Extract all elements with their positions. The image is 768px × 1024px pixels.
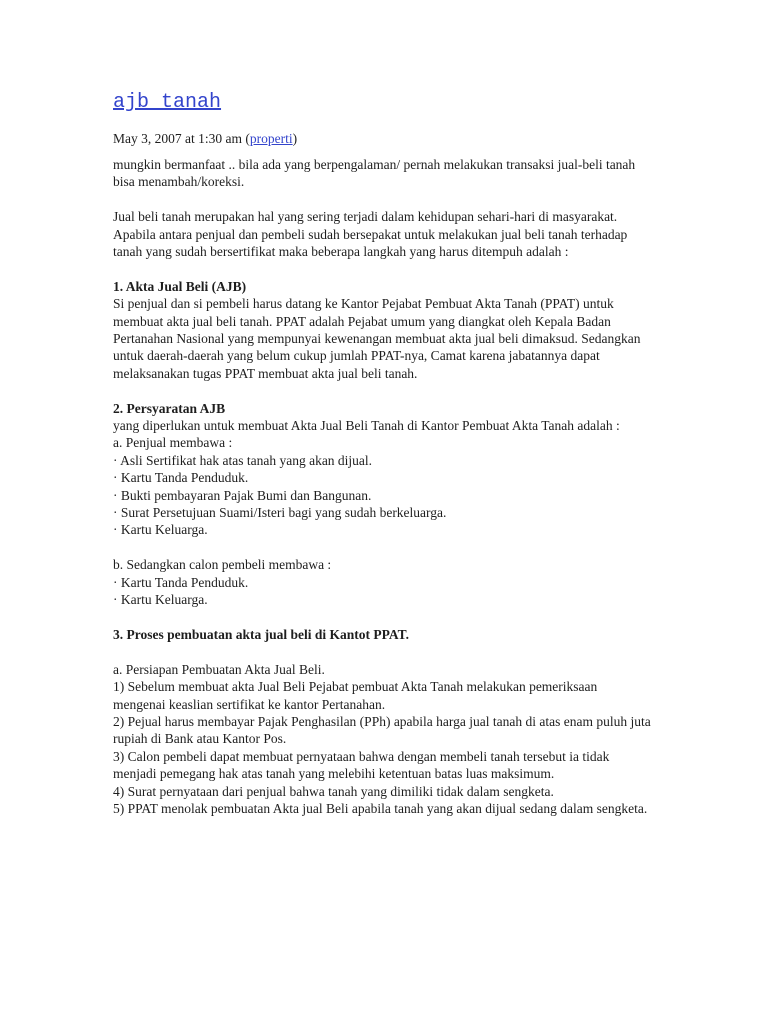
section-1-heading: 1. Akta Jual Beli (AJB) [113, 278, 247, 294]
seller-label: a. Penjual membawa : [113, 435, 233, 451]
list-item: · Kartu Tanda Penduduk. [113, 574, 249, 590]
post-date: May 3, 2007 at 1:30 am [113, 131, 242, 146]
spacer [113, 539, 653, 556]
buyer-label: b. Sedangkan calon pembeli membawa : [113, 557, 332, 573]
section-2-heading: 2. Persyaratan AJB [113, 400, 226, 416]
category-open-paren: ( [245, 131, 250, 146]
spacer [113, 609, 653, 626]
list-item: · Kartu Keluarga. [113, 592, 208, 608]
section-1-body: Si penjual dan si pembeli harus datang ke Kantor Pejabat Pembuat Akta Tanah (PPAT) untuk membuat akta jual beli tanah. PPAT adalah Pejabat umum yang diangkat oleh Kepala Badan Pertanahan Nasional yang mempunyai kewenangan membuat akta jual beli dimaksud. Sedangkan untuk daerah-daerah yang belum cukup jumlah PPAT-nya, Camat karena jabatannya dapat melaksanakan tugas PPAT membuat akta jual beli tanah. [113, 296, 641, 381]
intro-paragraph: mungkin bermanfaat .. bila ada yang berpengalaman/ pernah melakukan transaksi jual-beli tanah bisa menambah/koreksi. [113, 157, 636, 190]
section-3-heading: 3. Proses pembuatan akta jual beli di Kantot PPAT. [113, 626, 410, 642]
step-item: 3) Calon pembeli dapat membuat pernyataan bahwa dengan membeli tanah tersebut ia tidak menjadi pemegang hak atas tanah yang melebihi ketentuan batas luas maksimum. [113, 748, 610, 782]
step-item: 2) Pejual harus membayar Pajak Penghasilan (PPh) apabila harga jual tanah di atas enam puluh juta rupiah di Bank atau Kantor Pos. [113, 713, 651, 747]
category-close-paren: ) [292, 131, 298, 146]
paragraph-1: Jual beli tanah merupakan hal yang sering terjadi dalam kehidupan sehari-hari di masyarakat. Apabila antara penjual dan pembeli sudah bersepakat untuk melakukan jual beli tanah terhadap tanah yang sudah bersertifikat maka beberapa langkah yang harus ditempuh adalah : [113, 209, 628, 260]
step-item: 1) Sebelum membuat akta Jual Beli Pejabat pembuat Akta Tanah melakukan pemeriksaan mengenai keaslian sertifikat ke kantor Pertanahan. [113, 679, 598, 712]
list-item: · Kartu Keluarga. [113, 522, 208, 538]
category-link[interactable]: properti [249, 131, 293, 146]
blog-post [113, 88, 653, 817]
list-item: · Bukti pembayaran Pajak Bumi dan Bangunan. [113, 487, 372, 503]
spacer [113, 382, 653, 399]
step-item: 5) PPAT menolak pembuatan Akta jual Beli apabila tanah yang akan dijual sedang dalam sengketa. [113, 800, 648, 816]
list-item: · Kartu Tanda Penduduk. [113, 470, 249, 486]
list-item: · Surat Persetujuan Suami/Isteri bagi yang sudah berkeluarga. [113, 505, 447, 521]
step-item: 4) Surat pernyataan dari penjual bahwa tanah yang dimiliki tidak dalam sengketa. [113, 783, 554, 799]
section-2-body: yang diperlukan untuk membuat Akta Jual Beli Tanah di Kantor Pembuat Akta Tanah adalah : [113, 418, 620, 434]
sub-label: a. Persiapan Pembuatan Akta Jual Beli. [113, 661, 325, 677]
list-item: · Asli Sertifikat hak atas tanah yang akan dijual. [113, 452, 373, 468]
spacer [113, 643, 653, 660]
post-title-link[interactable]: ajb tanah [113, 91, 222, 114]
post-meta [113, 130, 653, 147]
spacer [113, 260, 653, 277]
spacer [113, 191, 653, 208]
